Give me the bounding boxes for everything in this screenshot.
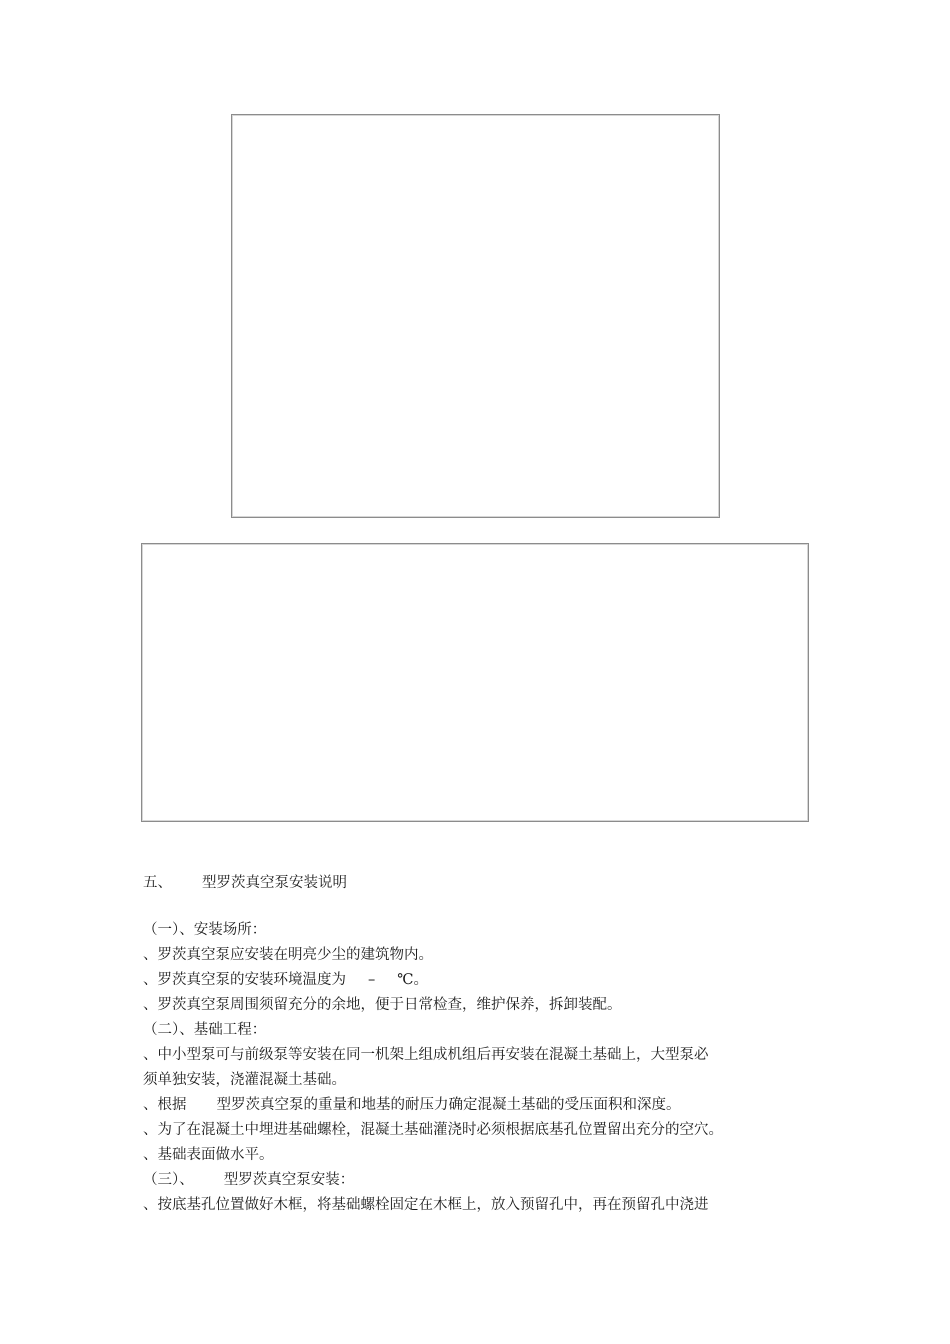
foundation-item-2-text: 型罗茨真空泵的重量和地基的耐压力确定混凝土基础的受压面积和深度。 [216, 1097, 681, 1113]
site-item-3: 、罗茨真空泵周围须留充分的余地，便于日常检查，维护保养，拆卸装配。 [143, 997, 622, 1013]
foundation-item-2 [143, 1095, 823, 1115]
foundation-item-1-cont: 须单独安装，浇灌混凝土基础。 [143, 1072, 346, 1088]
section-number: 五、 [143, 875, 172, 891]
temperature-dash: – [368, 972, 376, 988]
foundation-heading: （二）、基础工程： [143, 1022, 267, 1038]
foundation-item-1: 、中小型泵可与前级泵等安装在同一机架上组成机组后再安装在混凝土基础上，大型泵必 [143, 1047, 709, 1063]
site-item-2 [143, 970, 823, 990]
install-heading [143, 1170, 823, 1190]
section-heading [143, 873, 823, 893]
install-item-1: 、按底基孔位置做好木框，将基础螺栓固定在木框上，放入预留孔中，再在预留孔中浇进 [143, 1197, 709, 1213]
temperature-unit: ℃。 [397, 972, 428, 988]
foundation-item-4: 、基础表面做水平。 [143, 1147, 274, 1163]
foundation-item-2-prefix: 、根据 [143, 1097, 187, 1113]
install-heading-title: 型罗茨真空泵安装： [223, 1172, 355, 1188]
figure-frame-top [231, 114, 720, 518]
site-item-2-text: 、罗茨真空泵的安装环境温度为 [143, 972, 346, 988]
site-heading: （一）、安装场所： [143, 922, 267, 938]
site-item-1: 、罗茨真空泵应安装在明亮少尘的建筑物内。 [143, 947, 433, 963]
install-heading-prefix: （三）、 [143, 1172, 194, 1188]
section-title: 型罗茨真空泵安装说明 [202, 875, 347, 891]
figure-frame-bottom [141, 543, 809, 822]
foundation-item-3: 、为了在混凝土中埋进基础螺栓，混凝土基础灌浇时必须根据底基孔位置留出充分的空穴。 [143, 1122, 723, 1138]
